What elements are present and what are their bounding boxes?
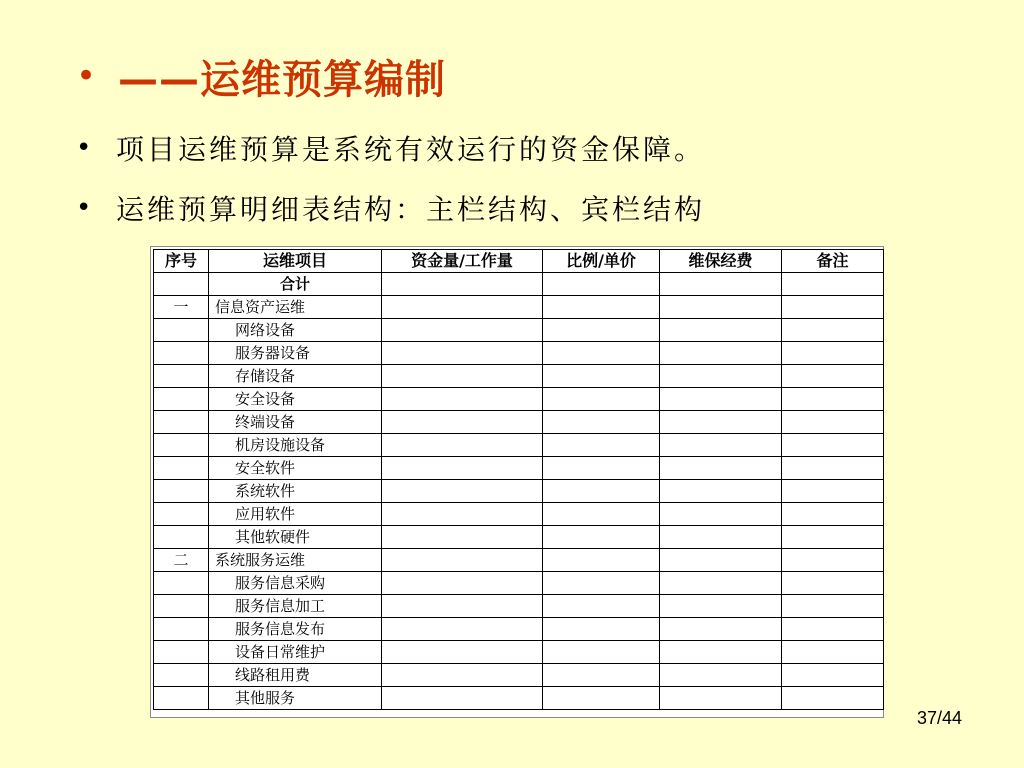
cell xyxy=(382,526,543,549)
cell xyxy=(382,641,543,664)
cell xyxy=(660,342,782,365)
cell xyxy=(543,572,660,595)
cell xyxy=(782,503,884,526)
cell xyxy=(782,319,884,342)
cell xyxy=(782,365,884,388)
cell xyxy=(660,434,782,457)
cell xyxy=(782,480,884,503)
cell xyxy=(660,595,782,618)
table-row xyxy=(154,342,884,365)
row-subitem: 系统软件 xyxy=(209,480,382,503)
cell xyxy=(154,273,209,296)
cell xyxy=(660,687,782,710)
row-subitem: 网络设备 xyxy=(209,319,382,342)
slide-title-line xyxy=(76,48,446,104)
row-subitem: 其他服务 xyxy=(209,687,382,710)
row-seq xyxy=(154,572,209,595)
budget-detail-table xyxy=(153,249,884,710)
cell xyxy=(660,641,782,664)
cell xyxy=(382,434,543,457)
cell xyxy=(382,319,543,342)
cell xyxy=(543,503,660,526)
cell xyxy=(660,319,782,342)
cell xyxy=(543,365,660,388)
cell xyxy=(543,595,660,618)
cell xyxy=(382,457,543,480)
cell xyxy=(782,411,884,434)
cell xyxy=(782,549,884,572)
row-seq xyxy=(154,457,209,480)
table-row xyxy=(154,618,884,641)
cell xyxy=(782,618,884,641)
header-item: 运维项目 xyxy=(209,250,382,273)
cell xyxy=(660,503,782,526)
cell xyxy=(382,296,543,319)
table-row xyxy=(154,319,884,342)
cell xyxy=(782,273,884,296)
cell xyxy=(543,549,660,572)
table-row xyxy=(154,434,884,457)
cell xyxy=(543,641,660,664)
cell xyxy=(382,503,543,526)
row-subitem: 其他软硬件 xyxy=(209,526,382,549)
cell xyxy=(382,388,543,411)
bullet-item-2 xyxy=(76,186,705,230)
cell xyxy=(543,664,660,687)
row-seq xyxy=(154,388,209,411)
table-total-row xyxy=(154,273,884,296)
cell xyxy=(660,411,782,434)
cell xyxy=(782,572,884,595)
row-subitem: 终端设备 xyxy=(209,411,382,434)
row-seq xyxy=(154,365,209,388)
bullet-text-2: 运维预算明细表结构：主栏结构、宾栏结构 xyxy=(116,193,706,226)
row-seq xyxy=(154,480,209,503)
bullet-item-1 xyxy=(76,126,705,170)
row-seq xyxy=(154,411,209,434)
row-subitem: 服务信息加工 xyxy=(209,595,382,618)
cell xyxy=(382,273,543,296)
row-subitem: 服务器设备 xyxy=(209,342,382,365)
cell xyxy=(543,411,660,434)
cell xyxy=(660,480,782,503)
table-row xyxy=(154,595,884,618)
row-seq xyxy=(154,434,209,457)
cell xyxy=(782,457,884,480)
cell xyxy=(382,549,543,572)
header-remarks: 备注 xyxy=(782,250,884,273)
header-maintenance-fee: 维保经费 xyxy=(660,250,782,273)
cell xyxy=(782,664,884,687)
row-seq xyxy=(154,618,209,641)
row-seq xyxy=(154,595,209,618)
cell xyxy=(660,365,782,388)
row-seq xyxy=(154,664,209,687)
cell xyxy=(660,273,782,296)
cell xyxy=(660,296,782,319)
row-subitem: 服务信息发布 xyxy=(209,618,382,641)
row-subitem: 机房设施设备 xyxy=(209,434,382,457)
table-row xyxy=(154,411,884,434)
cell xyxy=(382,664,543,687)
cell xyxy=(660,618,782,641)
cell xyxy=(660,526,782,549)
slide-title: ——运维预算编制 xyxy=(118,56,446,103)
row-subitem: 安全设备 xyxy=(209,388,382,411)
cell xyxy=(543,526,660,549)
row-subitem: 应用软件 xyxy=(209,503,382,526)
table-row xyxy=(154,503,884,526)
budget-table-sheet xyxy=(150,246,884,718)
row-seq xyxy=(154,526,209,549)
cell xyxy=(782,687,884,710)
cell xyxy=(382,687,543,710)
row-seq: 二 xyxy=(154,549,209,572)
bullet-marker: • xyxy=(76,193,92,223)
row-seq xyxy=(154,342,209,365)
row-subitem: 服务信息采购 xyxy=(209,572,382,595)
cell xyxy=(782,595,884,618)
table-row xyxy=(154,572,884,595)
cell xyxy=(660,388,782,411)
row-seq xyxy=(154,503,209,526)
row-category: 信息资产运维 xyxy=(209,296,382,319)
cell xyxy=(382,342,543,365)
cell xyxy=(782,388,884,411)
cell xyxy=(543,480,660,503)
cell xyxy=(382,595,543,618)
row-subitem: 存储设备 xyxy=(209,365,382,388)
page-number: 37/44 xyxy=(916,708,962,728)
total-label: 合计 xyxy=(209,273,382,296)
cell xyxy=(382,411,543,434)
cell xyxy=(543,687,660,710)
cell xyxy=(782,526,884,549)
cell xyxy=(782,342,884,365)
row-category: 系统服务运维 xyxy=(209,549,382,572)
cell xyxy=(543,618,660,641)
header-amount: 资金量/工作量 xyxy=(382,250,543,273)
table-row xyxy=(154,664,884,687)
row-subitem: 设备日常维护 xyxy=(209,641,382,664)
cell xyxy=(660,457,782,480)
cell xyxy=(543,273,660,296)
cell xyxy=(543,342,660,365)
row-subitem: 线路租用费 xyxy=(209,664,382,687)
table-row xyxy=(154,296,884,319)
table-row xyxy=(154,365,884,388)
cell xyxy=(543,388,660,411)
row-seq xyxy=(154,641,209,664)
table-row xyxy=(154,526,884,549)
table-row xyxy=(154,641,884,664)
row-seq xyxy=(154,319,209,342)
bullet-text-1: 项目运维预算是系统有效运行的资金保障。 xyxy=(116,133,706,166)
cell xyxy=(782,296,884,319)
cell xyxy=(660,549,782,572)
cell xyxy=(660,572,782,595)
cell xyxy=(782,434,884,457)
table-row xyxy=(154,388,884,411)
cell xyxy=(382,618,543,641)
cell xyxy=(382,572,543,595)
bullet-marker: • xyxy=(76,133,92,163)
cell xyxy=(543,434,660,457)
header-seq: 序号 xyxy=(154,250,209,273)
row-seq: 一 xyxy=(154,296,209,319)
cell xyxy=(382,365,543,388)
table-row xyxy=(154,549,884,572)
bullet-marker: • xyxy=(76,56,97,96)
cell xyxy=(543,457,660,480)
cell xyxy=(382,480,543,503)
table-header-row xyxy=(154,250,884,273)
cell xyxy=(543,296,660,319)
header-ratio: 比例/单价 xyxy=(543,250,660,273)
table-row xyxy=(154,457,884,480)
cell xyxy=(660,664,782,687)
table-row xyxy=(154,480,884,503)
row-subitem: 安全软件 xyxy=(209,457,382,480)
table-row xyxy=(154,687,884,710)
cell xyxy=(782,641,884,664)
row-seq xyxy=(154,687,209,710)
cell xyxy=(543,319,660,342)
